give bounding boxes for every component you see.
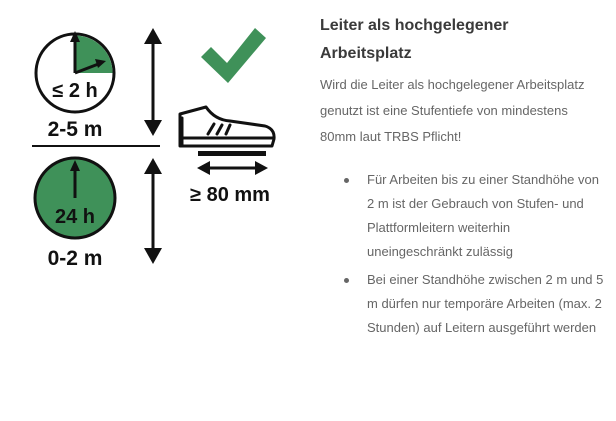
bullet-icon <box>344 278 349 283</box>
heading-line-2: Arbeitsplatz <box>320 45 412 62</box>
upper-height-range: 2-5 m <box>47 118 103 141</box>
checkmark-icon <box>201 28 266 83</box>
list-item-text: Bei einer Standhöhe zwischen 2 m und 5 m dürfen nur temporäre Arbeiten (max. 2 Stunden) auf Leitern ausgeführt werden <box>367 272 604 335</box>
list-item-text: Für Arbeiten bis zu einer Standhöhe von 2 m ist der Gebrauch von Stufen- und Plattformleitern weiterhin uneingeschränkt zulässig <box>367 172 599 259</box>
bullet-icon <box>344 178 349 183</box>
lower-height-arrow-icon <box>144 158 162 264</box>
content-section <box>320 12 606 344</box>
shoe-icon <box>180 107 274 146</box>
step-depth-arrow-icon <box>197 161 268 175</box>
heading-line-1: Leiter als hochgelegener <box>320 17 509 34</box>
heading <box>320 12 606 68</box>
lead-paragraph: Wird die Leiter als hochgelegener Arbeitsplatz genutzt ist eine Stufentiefe von mindestens 80mm laut TRBS Pflicht! <box>320 77 585 144</box>
upper-clock-icon <box>36 31 114 112</box>
lower-clock-label: 24 h <box>54 206 96 228</box>
upper-clock-label: ≤ 2 h <box>52 80 98 102</box>
list-item <box>320 168 606 264</box>
list-item <box>320 268 606 340</box>
step-depth-label: ≥ 80 mm <box>190 184 270 206</box>
ladder-workplace-illustration <box>0 0 300 421</box>
upper-height-arrow-icon <box>144 28 162 136</box>
lower-height-range: 0-2 m <box>47 247 103 270</box>
step-surface <box>198 151 266 156</box>
rules-list <box>320 168 606 340</box>
lower-clock-icon <box>35 158 115 238</box>
